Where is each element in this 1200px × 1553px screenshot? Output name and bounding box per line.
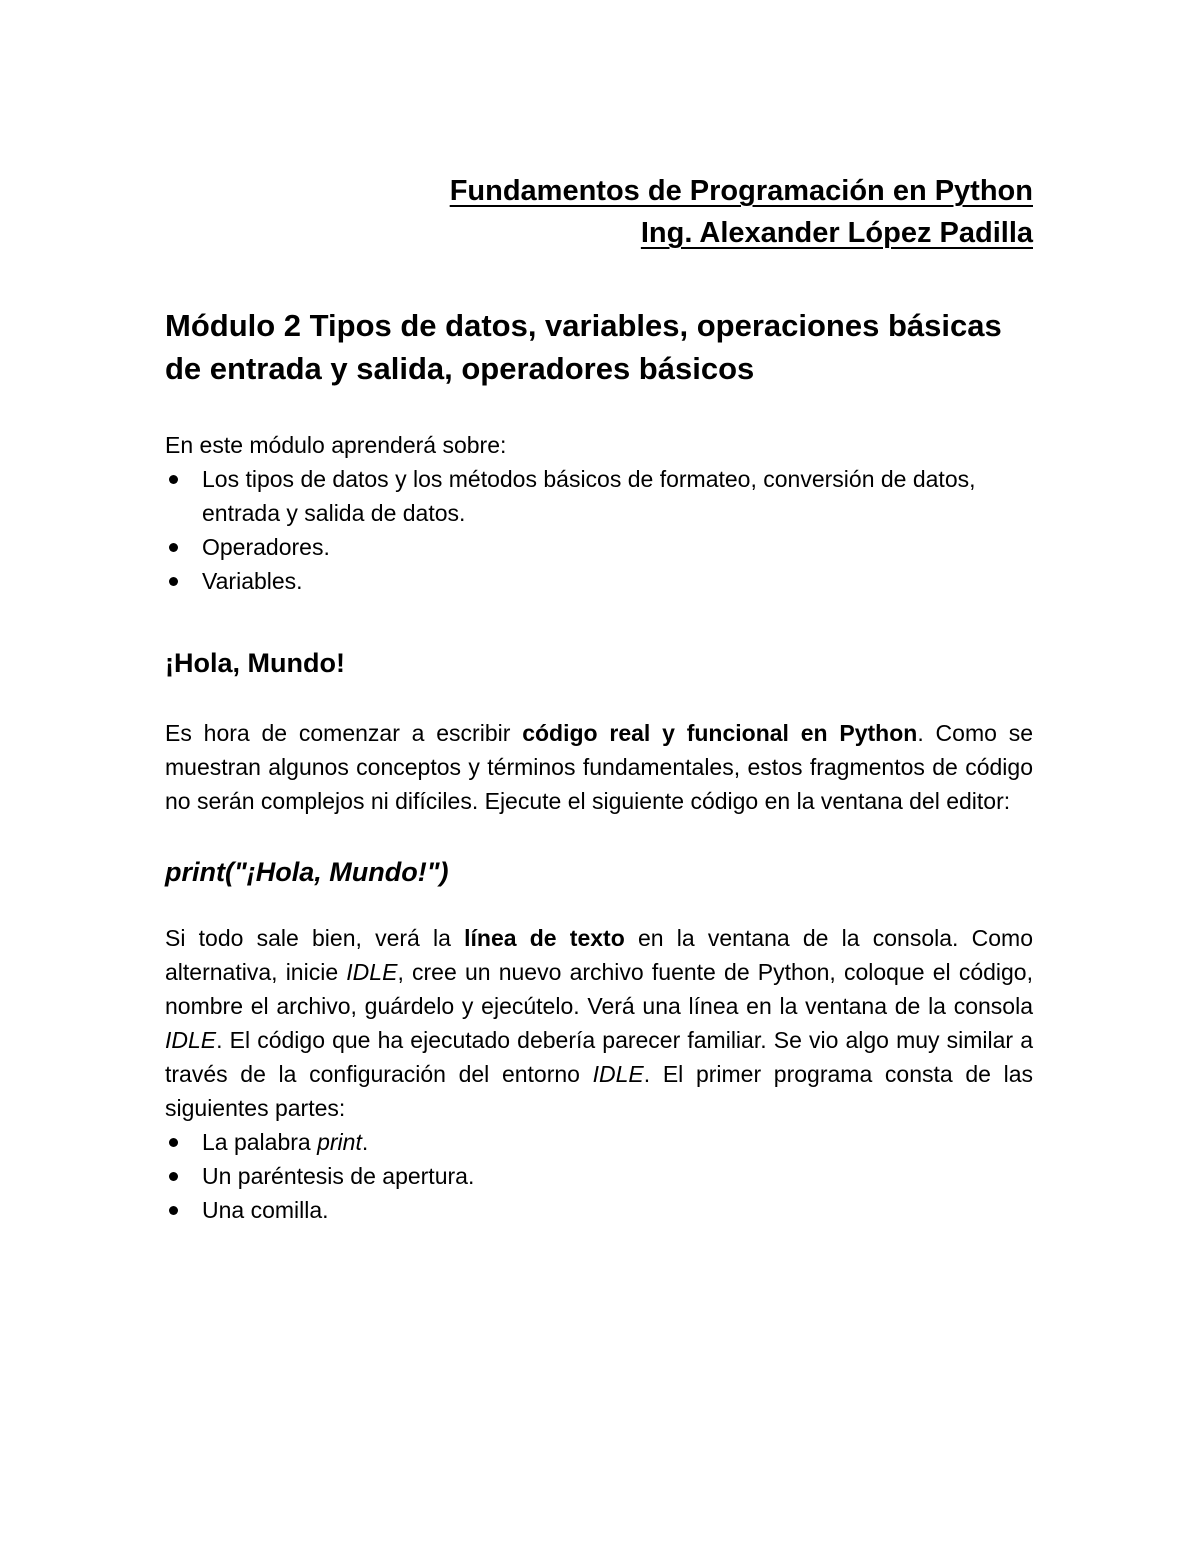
paragraph-intro-code: [165, 716, 1033, 818]
part-text: Un paréntesis de apertura.: [202, 1163, 475, 1189]
italic-text: print: [317, 1129, 362, 1155]
italic-text: IDLE: [346, 959, 398, 985]
section-title: ¡Hola, Mundo!: [165, 648, 345, 678]
bullet-icon: [169, 1206, 178, 1215]
code-example: print("¡Hola, Mundo!"): [165, 857, 449, 887]
document-header: [165, 170, 1033, 254]
text-run: . El primer programa consta de las siguientes partes:: [165, 1061, 1033, 1121]
text-run: en la ventana de la consola. Como alternativa, inicie: [165, 925, 1033, 985]
bold-text: código real y funcional en Python: [522, 720, 918, 746]
course-title: Fundamentos de Programación en Python: [449, 175, 1033, 207]
program-parts-list: [165, 1125, 1033, 1227]
bullet-icon: [169, 543, 178, 552]
text-run: La palabra: [202, 1129, 318, 1155]
module-intro: En este módulo aprenderá sobre:: [165, 432, 507, 458]
italic-text: IDLE: [592, 1061, 644, 1087]
bullet-icon: [169, 475, 178, 484]
list-item: [165, 564, 1033, 598]
bullet-icon: [169, 1138, 178, 1147]
topic-text: Los tipos de datos y los métodos básicos de formateo, conversión de datos, entrada y salida de datos.: [202, 466, 976, 526]
text-run: , cree un nuevo archivo fuente de Python, coloque el código, nombre el archivo, guárdelo y ejecútelo. Verá una línea en la ventana de la consola: [165, 959, 1033, 1019]
text-run: . Como se muestran algunos conceptos y términos fundamentales, estos fragmentos de código no serán complejos ni difíciles. Ejecute el siguiente código en la ventana del editor:: [165, 720, 1033, 814]
author-name: Ing. Alexander López Padilla: [640, 217, 1033, 249]
paragraph-explanation: [165, 921, 1033, 1125]
bullet-icon: [169, 577, 178, 586]
topic-text: Variables.: [202, 568, 303, 594]
topics-list: [165, 462, 1033, 598]
list-item: [165, 1193, 1033, 1227]
text-run: . El código que ha ejecutado debería parecer familiar. Se vio algo muy similar a través de la configuración del entorno: [165, 1027, 1033, 1087]
module-title: Módulo 2 Tipos de datos, variables, operaciones básicas de entrada y salida, operadores básicos: [165, 308, 1002, 386]
document-page: [165, 170, 1033, 1227]
italic-text: IDLE: [165, 1027, 217, 1053]
bullet-icon: [169, 1172, 178, 1181]
text-run: .: [361, 1129, 369, 1155]
bold-text: línea de texto: [464, 925, 625, 951]
topic-text: Operadores.: [202, 534, 330, 560]
part-text: Una comilla.: [202, 1197, 329, 1223]
text-run: Si todo sale bien, verá la: [165, 925, 465, 951]
list-item: [165, 530, 1033, 564]
list-item: [165, 462, 1033, 530]
text-run: Es hora de comenzar a escribir: [165, 720, 523, 746]
list-item: [165, 1125, 1033, 1159]
list-item: [165, 1159, 1033, 1193]
